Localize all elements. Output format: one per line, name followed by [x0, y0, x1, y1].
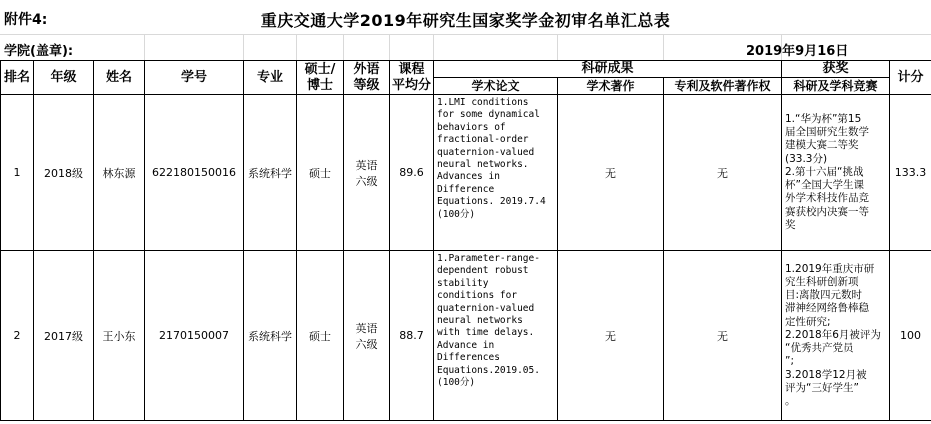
- gridline: [243, 34, 244, 60]
- table-row: [1, 251, 931, 421]
- cell-name: 林东源: [94, 95, 145, 251]
- cell-degree: 硕士: [297, 251, 344, 421]
- cell-major: 系统科学: [244, 251, 297, 421]
- header-research-results: 科研成果: [434, 61, 782, 78]
- page-title: 重庆交通大学2019年研究生国家奖学金初审名单汇总表: [260, 11, 671, 30]
- header-monographs: 学术著作: [558, 78, 664, 95]
- header-awards: 获奖: [782, 61, 890, 78]
- header-grade: 年级: [34, 61, 94, 95]
- gridline: [433, 34, 434, 60]
- gridline: [0, 34, 931, 35]
- header-name: 姓名: [94, 61, 145, 95]
- header-major: 专业: [244, 61, 297, 95]
- cell-monographs: 无: [558, 251, 664, 421]
- cell-total-score: 100: [890, 251, 931, 421]
- cell-major: 系统科学: [244, 95, 297, 251]
- cell-course-average: 89.6: [390, 95, 434, 251]
- gridline: [389, 34, 390, 60]
- college-seal-label: 学院(盖章):: [4, 44, 74, 59]
- cell-course-average: 88.7: [390, 251, 434, 421]
- table-row: [1, 95, 931, 251]
- header-student-id: 学号: [145, 61, 244, 95]
- cell-grade: 2018级: [34, 95, 94, 251]
- cell-awards: 1.“华为杯”第15 届全国研究生数学 建模大赛二等奖 (33.3分) 2.第十六届“挑战 杯”全国大学生课 外学术科技作品竞 赛获校内决赛一等 奖: [785, 113, 869, 231]
- cell-patents: 无: [664, 95, 782, 251]
- gridline: [343, 34, 344, 60]
- gridline: [663, 34, 664, 60]
- cell-name: 王小东: [94, 251, 145, 421]
- header-papers: 学术论文: [434, 78, 558, 95]
- cell-rank: 1: [1, 95, 34, 251]
- cell-student-id: 622180150016: [145, 95, 244, 251]
- cell-rank: 2: [1, 251, 34, 421]
- cell-language: 英语 六级: [344, 251, 390, 421]
- cell-student-id: 2170150007: [145, 251, 244, 421]
- gridline: [296, 34, 297, 60]
- annex-label: 附件4:: [4, 12, 48, 28]
- report-date: 2019年9月16日: [746, 44, 849, 59]
- cell-patents: 无: [664, 251, 782, 421]
- header-patents: 专利及软件著作权: [664, 78, 782, 95]
- header-degree: 硕士/ 博士: [297, 61, 344, 95]
- header-total-score: 计分: [890, 61, 931, 95]
- header-rank: 排名: [1, 61, 34, 95]
- header-competitions: 科研及学科竞赛: [782, 78, 890, 95]
- cell-awards: 1.2019年重庆市研 究生科研创新项 目:离散四元数时 滞神经网络鲁棒稳 定性研究; 2.2018年6月被评为 “优秀共产党员 ”; 3.2018学12月被 评为“三好学生” 。: [785, 262, 881, 407]
- header-course-average: 课程 平均分: [390, 61, 434, 95]
- cell-degree: 硕士: [297, 95, 344, 251]
- cell-papers: 1.LMI conditions for some dynamical behaviors of fractional-order quaternion-valued neural networks. Advances in Difference Equations. 2019.7.4 (100分): [437, 97, 546, 220]
- header-language: 外语 等级: [344, 61, 390, 95]
- cell-grade: 2017级: [34, 251, 94, 421]
- cell-language: 英语 六级: [344, 95, 390, 251]
- gridline: [557, 34, 558, 60]
- cell-total-score: 133.3: [890, 95, 931, 251]
- gridline: [144, 34, 145, 60]
- cell-papers: 1.Parameter-range- dependent robust stability conditions for quaternion-valued neural networks with time delays. Advance in Differences Equations.2019.05. (100分): [437, 253, 540, 389]
- cell-monographs: 无: [558, 95, 664, 251]
- candidate-table: [0, 60, 931, 421]
